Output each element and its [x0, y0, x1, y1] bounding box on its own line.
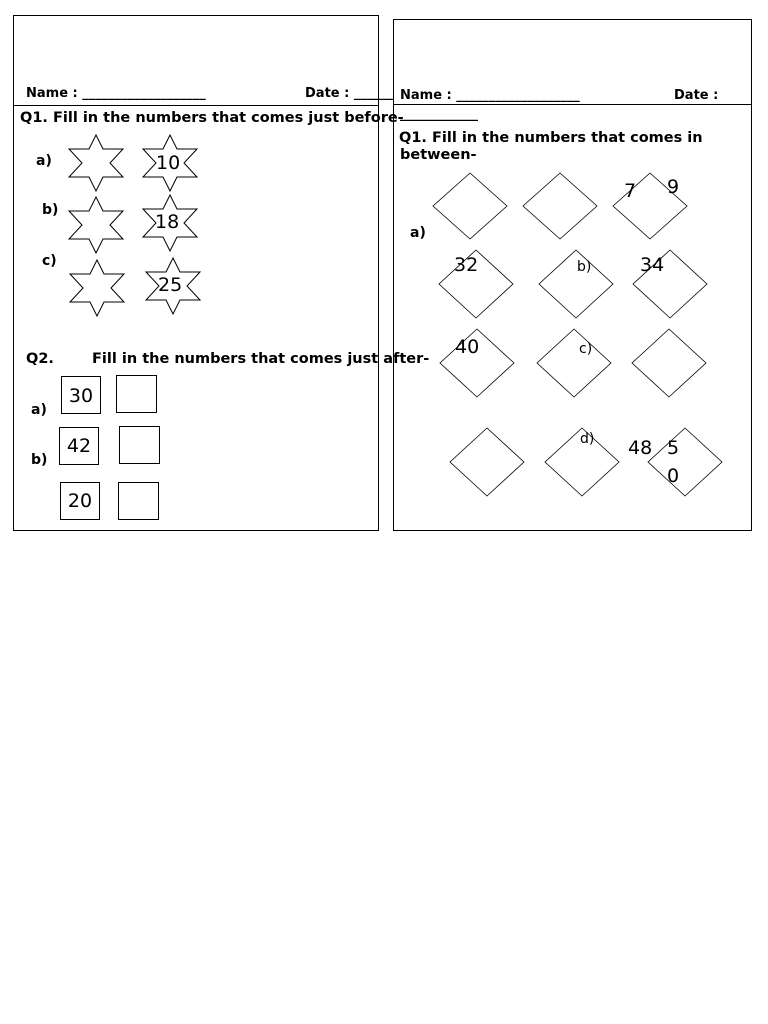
q1-title: Q1. Fill in the numbers that comes just before- [20, 110, 404, 126]
q1-given-c: 25 [158, 274, 183, 296]
date-blank[interactable]: ______ [353, 86, 393, 101]
number-a1: 7 [624, 180, 637, 202]
q2-title: Fill in the numbers that comes just after- [92, 351, 430, 367]
answer-box-given: 42 [59, 427, 99, 465]
number-d2-digit2: 0 [667, 465, 680, 487]
diamond-icon[interactable] [539, 250, 613, 318]
diamond-icon[interactable] [450, 428, 524, 496]
q2-label-b: b) [31, 452, 48, 468]
q1-title-line1: Q1. Fill in the numbers that comes in [399, 130, 703, 146]
diamond-icon [648, 428, 722, 496]
diamond-icon[interactable] [537, 329, 611, 397]
worksheet-in-between [393, 19, 752, 531]
q1-given-b: 18 [155, 211, 180, 233]
number-c1: 40 [455, 336, 480, 358]
date-label: Date : [305, 86, 354, 101]
label-a: a) [410, 225, 426, 241]
date-label: Date : [674, 88, 719, 103]
label-b: b) [577, 259, 592, 275]
answer-box-given: 20 [60, 482, 100, 520]
header-divider [394, 104, 751, 105]
q1-given-a: 10 [156, 152, 181, 174]
date-blank[interactable]: ____________ [400, 107, 478, 122]
diamond-icon[interactable] [433, 173, 507, 239]
q1-label-a: a) [36, 153, 52, 169]
number-a2: 9 [667, 176, 680, 198]
label-d: d) [580, 431, 595, 447]
diamond-icon[interactable] [632, 329, 706, 397]
q2-number: Q2. [26, 351, 54, 367]
date-field [674, 88, 718, 103]
label-c: c) [579, 341, 593, 357]
number-d1: 48 [628, 437, 653, 459]
name-field [26, 86, 206, 101]
answer-box-given: 30 [61, 376, 101, 414]
header-divider [14, 105, 378, 106]
diamond-icon[interactable] [523, 173, 597, 239]
name-label: Name : [400, 88, 457, 103]
date-field [305, 86, 393, 101]
q2-label-a: a) [31, 402, 47, 418]
name-blank[interactable]: ___________________ [456, 88, 580, 103]
worksheet-before-after [13, 15, 430, 531]
answer-box[interactable] [119, 426, 160, 464]
q1-label-b: b) [42, 202, 59, 218]
q1-label-c: c) [42, 253, 57, 269]
q1-title-line2: between- [400, 147, 477, 163]
name-field [400, 88, 580, 103]
number-d2-digit1: 5 [667, 437, 680, 459]
number-b2: 34 [640, 254, 665, 276]
answer-box[interactable] [116, 375, 157, 413]
star-icon[interactable] [69, 259, 125, 317]
number-b1: 32 [454, 254, 479, 276]
star-icon[interactable] [68, 134, 124, 192]
star-icon[interactable] [68, 196, 124, 254]
answer-box[interactable] [118, 482, 159, 520]
name-label: Name : [26, 86, 83, 101]
name-blank[interactable]: ___________________ [82, 86, 206, 101]
